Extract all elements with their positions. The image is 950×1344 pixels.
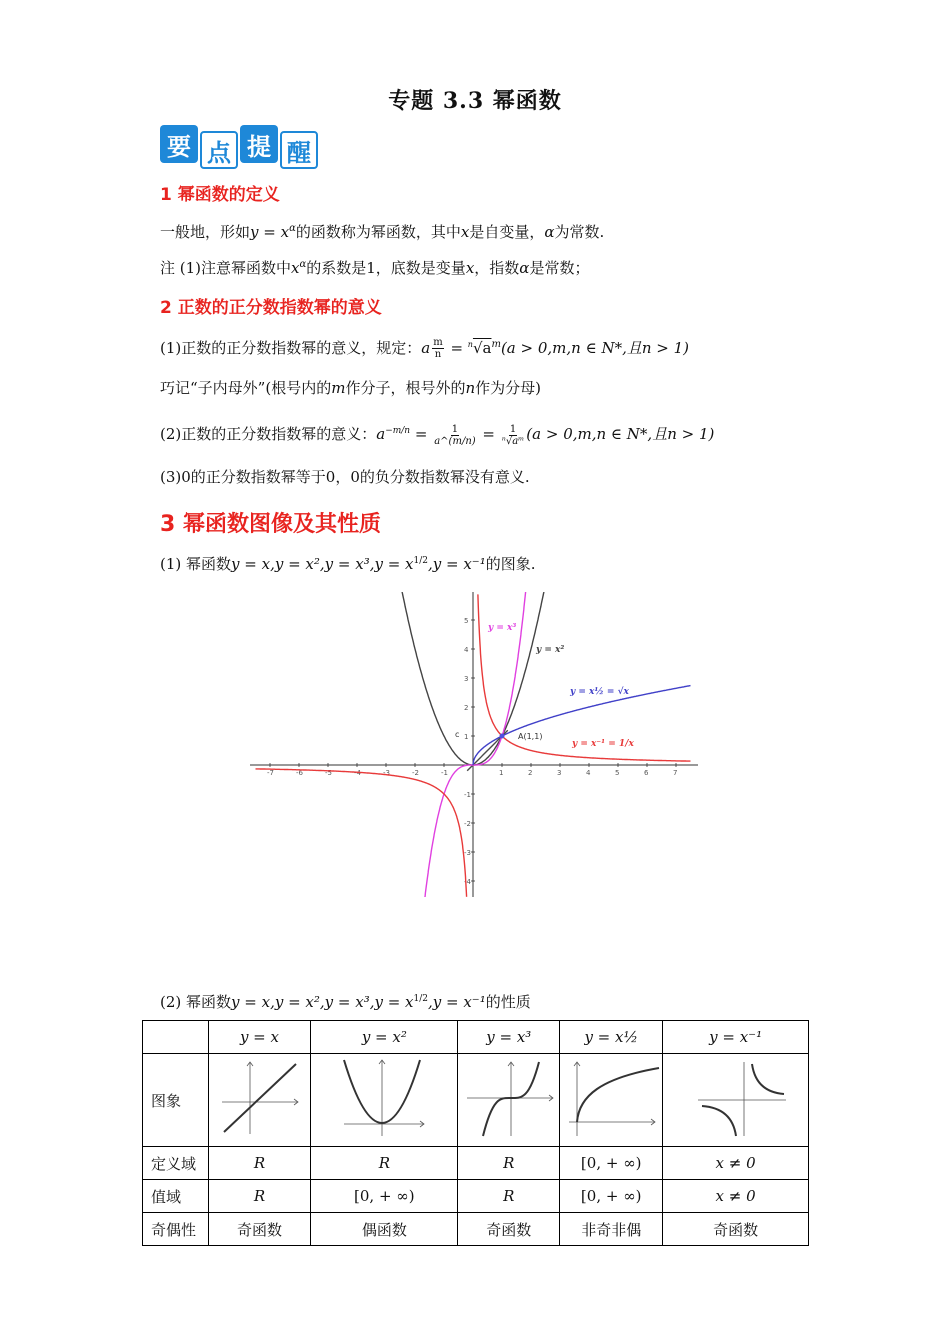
numerator: 1 xyxy=(509,423,517,435)
formula: y = x,y = x²,y = x³,y = x xyxy=(231,555,414,573)
row-label: 奇偶性 xyxy=(143,1213,209,1246)
mini-graph-cube xyxy=(461,1056,557,1140)
equals: = xyxy=(410,425,433,443)
x-tick-label: 2 xyxy=(528,769,533,777)
radical: √a xyxy=(472,339,492,357)
label-inverse: y = x⁻¹ = 1/x xyxy=(572,739,634,749)
mini-graph-linear xyxy=(214,1056,304,1140)
header-cell: y = x xyxy=(208,1021,311,1054)
fraction xyxy=(502,424,525,447)
table-cell: R xyxy=(458,1147,560,1180)
mini-graph-inverse xyxy=(676,1056,796,1140)
x-tick-label: -7 xyxy=(267,769,274,777)
text: 是自变量， xyxy=(469,223,545,241)
formula: y = x,y = x²,y = x³,y = x xyxy=(231,993,414,1011)
table-row xyxy=(143,1180,809,1213)
power-functions-graph xyxy=(250,592,700,897)
x-tick-label: 5 xyxy=(615,769,620,777)
table-cell: 奇函数 xyxy=(458,1213,560,1246)
mini-graph-square xyxy=(314,1056,454,1140)
table-cell: 非奇非偶 xyxy=(560,1213,663,1246)
fraction xyxy=(434,424,475,447)
table-row xyxy=(143,1213,809,1246)
text: 的函数称为幂函数，其中 xyxy=(295,223,461,241)
var: α xyxy=(519,259,530,277)
table-cell: R xyxy=(458,1180,560,1213)
item3-line: (3)0的正分数指数幂等于0，0的负分数指数幂没有意义. xyxy=(160,468,530,486)
radical-exponent: m xyxy=(491,339,501,350)
half-exponent: 1/2 xyxy=(413,994,428,1004)
formula-exponent: α xyxy=(289,223,296,234)
var: n xyxy=(465,379,476,397)
equals: = xyxy=(477,425,500,443)
var: m xyxy=(331,379,346,397)
mini-graph-sqrt xyxy=(561,1056,661,1140)
y-tick-label: -1 xyxy=(464,791,471,799)
base: a xyxy=(376,425,386,443)
mini-graph-cell xyxy=(311,1054,458,1147)
text: (1) 幂函数 xyxy=(160,555,232,573)
text: 一般地，形如 xyxy=(160,223,251,241)
properties-table xyxy=(142,1020,809,1246)
badge-char: 点 xyxy=(200,131,238,169)
mini-graph-cell xyxy=(560,1054,663,1147)
header-cell: y = x½ xyxy=(560,1021,663,1054)
row-label: 值域 xyxy=(143,1180,209,1213)
y-tick-label: 1 xyxy=(464,733,469,741)
table-cell: R xyxy=(208,1147,311,1180)
fraction-exponent xyxy=(432,337,443,360)
table-cell: 偶函数 xyxy=(311,1213,458,1246)
base: a xyxy=(421,339,431,357)
text: (1)正数的正分数指数幂的意义，规定： xyxy=(160,339,422,357)
denominator: ⁿ√aᵐ xyxy=(501,435,525,447)
formula: y = x xyxy=(250,223,290,241)
section1-heading: 1 幂函数的定义 xyxy=(160,185,280,205)
section3-heading: 3 幂函数图像及其性质 xyxy=(160,512,381,537)
formula: ,y = x⁻¹ xyxy=(428,993,486,1011)
label-square: y = x² xyxy=(536,645,565,655)
item2-line xyxy=(160,420,714,447)
label-sqrt: y = x½ = √x xyxy=(570,687,629,697)
x-tick-label: -6 xyxy=(296,769,303,777)
var: x xyxy=(460,223,470,241)
text: 注 (1)注意幂函数中 xyxy=(160,259,292,277)
equals: = xyxy=(445,339,468,357)
text: 的图象. xyxy=(485,555,536,573)
text: 的性质 xyxy=(485,993,531,1011)
x-tick-label: 3 xyxy=(557,769,562,777)
item1-line xyxy=(160,334,689,360)
table-cell: 奇函数 xyxy=(208,1213,311,1246)
text: (2)正数的正分数指数幂的意义： xyxy=(160,425,377,443)
label-point-a: A(1,1) xyxy=(518,732,543,741)
header-cell: y = x² xyxy=(311,1021,458,1054)
section2-heading: 2 正数的正分数指数幂的意义 xyxy=(160,298,382,318)
var-exponent: α xyxy=(299,259,307,270)
condition: (a > 0,m,n ∈ N*,且n > 1) xyxy=(526,425,715,443)
page-title: 专题 3.3 幂函数 xyxy=(388,88,562,114)
row-label: 定义域 xyxy=(143,1147,209,1180)
label-cube: y = x³ xyxy=(488,623,517,633)
x-tick-label: 6 xyxy=(644,769,649,777)
mnemonic-line xyxy=(160,377,541,399)
condition: (a > 0,m,n ∈ N*,且n > 1) xyxy=(500,339,690,357)
x-tick-label: -4 xyxy=(354,769,361,777)
root-index: n xyxy=(467,340,473,349)
var: x xyxy=(465,259,475,277)
table-cell: x ≠ 0 xyxy=(663,1180,809,1213)
row-label: 图象 xyxy=(143,1054,209,1147)
formula: ,y = x⁻¹ xyxy=(428,555,486,573)
mini-graph-cell xyxy=(208,1054,311,1147)
y-tick-label: 5 xyxy=(464,617,469,625)
y-tick-label: -3 xyxy=(464,849,471,857)
table-row xyxy=(143,1054,809,1147)
text: 作为分母) xyxy=(475,379,541,397)
x-tick-label: -5 xyxy=(325,769,332,777)
table-cell: [0, + ∞) xyxy=(560,1180,663,1213)
text: 作分子，根号外的 xyxy=(345,379,466,397)
text: 巧记“子内母外”(根号内的 xyxy=(160,379,332,397)
table-header-row xyxy=(143,1021,809,1054)
table-cell: [0, + ∞) xyxy=(311,1180,458,1213)
table-cell: [0, + ∞) xyxy=(560,1147,663,1180)
neg-exponent: −m/n xyxy=(385,426,411,436)
x-tick-label: -2 xyxy=(412,769,419,777)
key-points-badge xyxy=(160,125,320,169)
table-cell: R xyxy=(311,1147,458,1180)
text: 是常数； xyxy=(529,259,590,277)
var: α xyxy=(544,223,555,241)
table-cell: x ≠ 0 xyxy=(663,1147,809,1180)
numerator: m xyxy=(433,337,443,348)
denominator: a^(m/n) xyxy=(434,435,476,447)
x-tick-label: -3 xyxy=(383,769,390,777)
table-cell: 奇函数 xyxy=(663,1213,809,1246)
badge-char: 要 xyxy=(160,125,198,163)
mini-graph-cell xyxy=(663,1054,809,1147)
numerator: 1 xyxy=(451,423,459,435)
point-a xyxy=(500,734,505,739)
table-row xyxy=(143,1147,809,1180)
y-tick-label: -4 xyxy=(464,878,471,886)
sub1-line xyxy=(160,550,536,575)
definition-line xyxy=(160,218,604,243)
half-exponent: 1/2 xyxy=(413,556,428,566)
x-tick-label: 1 xyxy=(499,769,504,777)
x-tick-label: 4 xyxy=(586,769,591,777)
text: 的系数是1，底数是变量 xyxy=(306,259,466,277)
text: ，指数 xyxy=(474,259,520,277)
header-cell: y = x³ xyxy=(458,1021,560,1054)
header-cell xyxy=(143,1021,209,1054)
curve-inverse-positive xyxy=(478,594,691,761)
var: x xyxy=(291,259,300,277)
sub2-line xyxy=(160,988,531,1013)
axis-ticks xyxy=(267,617,677,886)
y-tick-label: 4 xyxy=(464,646,469,654)
text: (2) 幂函数 xyxy=(160,993,232,1011)
x-tick-label: -1 xyxy=(441,769,448,777)
text: 为常数. xyxy=(554,223,605,241)
x-tick-label: 7 xyxy=(673,769,678,777)
y-tick-label: -2 xyxy=(464,820,471,828)
y-tick-label: 3 xyxy=(464,675,469,683)
header-cell: y = x⁻¹ xyxy=(663,1021,809,1054)
badge-char: 醒 xyxy=(280,131,318,169)
denominator: n xyxy=(434,349,442,360)
table-cell: R xyxy=(208,1180,311,1213)
note-line xyxy=(160,254,589,279)
mini-graph-cell xyxy=(458,1054,560,1147)
curve-cube xyxy=(425,592,526,897)
label-c: c xyxy=(455,730,460,739)
badge-char: 提 xyxy=(240,125,278,163)
y-tick-label: 2 xyxy=(464,704,469,712)
